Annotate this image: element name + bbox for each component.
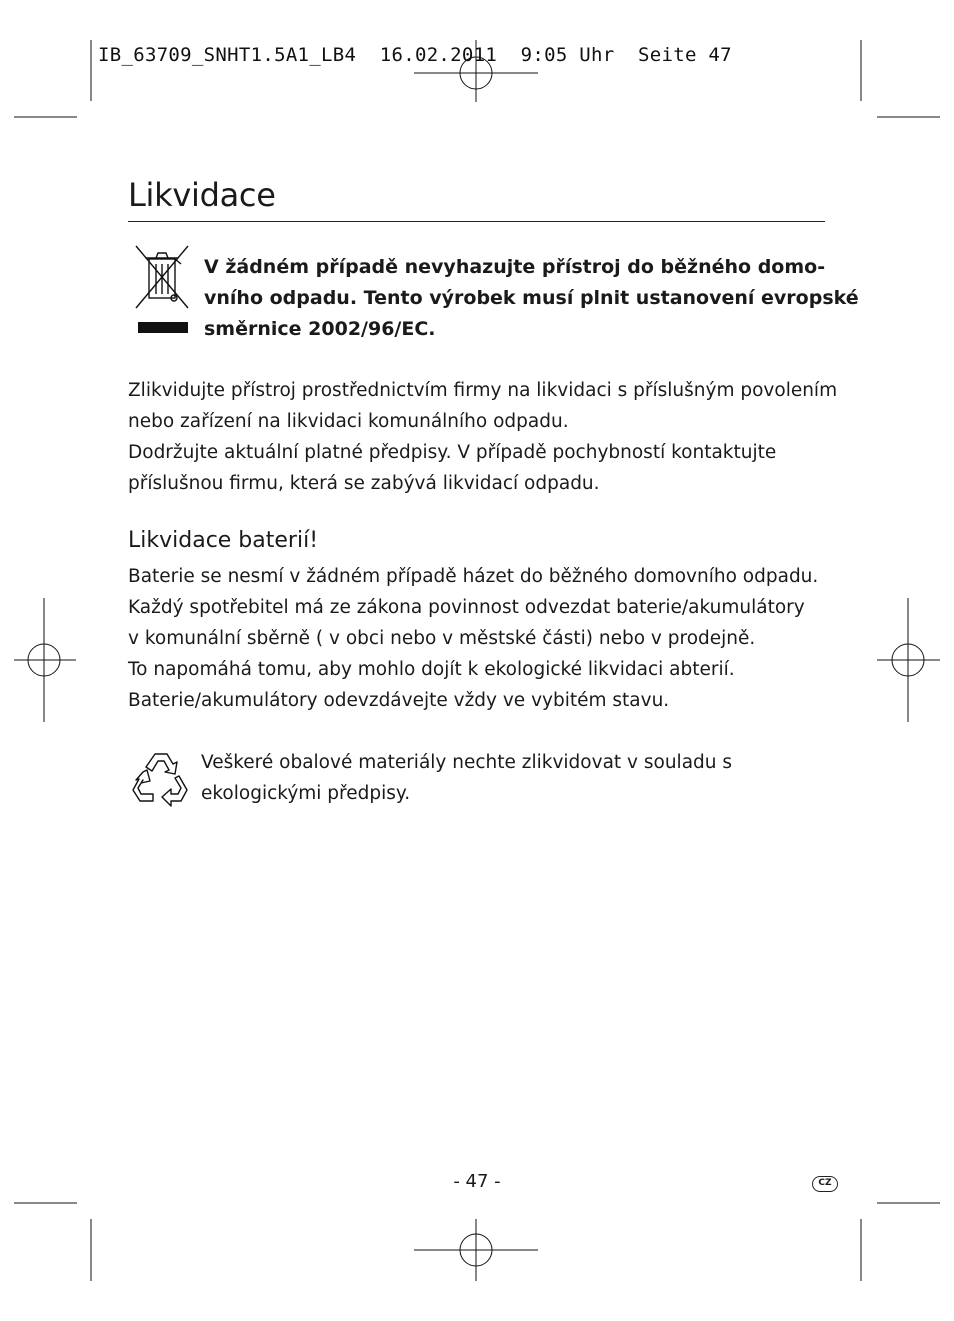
print-slug: IB_63709_SNHT1.5A1_LB4 16.02.2011 9:05 Uhr Seite 47: [98, 44, 732, 66]
paragraph-line: nebo zařízení na likvidaci komunálního odpadu.: [128, 411, 569, 432]
weee-warning-text: [204, 252, 859, 345]
paragraph-line: Každý spotřebitel má ze zákona povinnost odvezdat baterie/akumulátory: [128, 597, 805, 618]
paragraph-line: Veškeré obalové materiály nechte zlikvidovat v souladu s: [201, 752, 733, 773]
warning-line: směrnice 2002/96/EC.: [204, 318, 436, 340]
packaging-paragraph: [201, 747, 732, 809]
warning-line: vního odpadu. Tento výrobek musí plnit ustanovení evropské: [204, 287, 859, 309]
battery-paragraph: [128, 561, 818, 716]
language-badge: CZ: [812, 1176, 838, 1192]
paragraph-line: ekologickými předpisy.: [201, 783, 411, 804]
disposal-paragraph: [128, 375, 837, 499]
paragraph-line: Baterie/akumulátory odevzdávejte vždy ve vybitém stavu.: [128, 690, 670, 711]
crossed-out-wheelie-bin-icon: [134, 244, 190, 340]
warning-line: V žádném případě nevyhazujte přístroj do běžného domo-: [204, 256, 826, 278]
battery-section-heading: Likvidace baterií!: [128, 528, 319, 553]
page-number: - 47 -: [453, 1171, 501, 1192]
paragraph-line: Zlikvidujte přístroj prostřednictvím firmy na likvidaci s příslušným povolením: [128, 380, 838, 401]
paragraph-line: Dodržujte aktuální platné předpisy. V případě pochybností kontaktujte: [128, 442, 777, 463]
paragraph-line: To napomáhá tomu, aby mohlo dojít k ekologické likvidaci abterií.: [128, 659, 735, 680]
page-title: Likvidace: [128, 176, 276, 214]
paragraph-line: příslušnou firmu, která se zabývá likvidací odpadu.: [128, 473, 600, 494]
paragraph-line: Baterie se nesmí v žádném případě házet do běžného domovního odpadu.: [128, 566, 819, 587]
paragraph-line: v komunální sběrně ( v obci nebo v městské části) nebo v prodejně.: [128, 628, 756, 649]
recycling-arrows-icon: [129, 750, 193, 814]
title-underline: [128, 221, 825, 222]
